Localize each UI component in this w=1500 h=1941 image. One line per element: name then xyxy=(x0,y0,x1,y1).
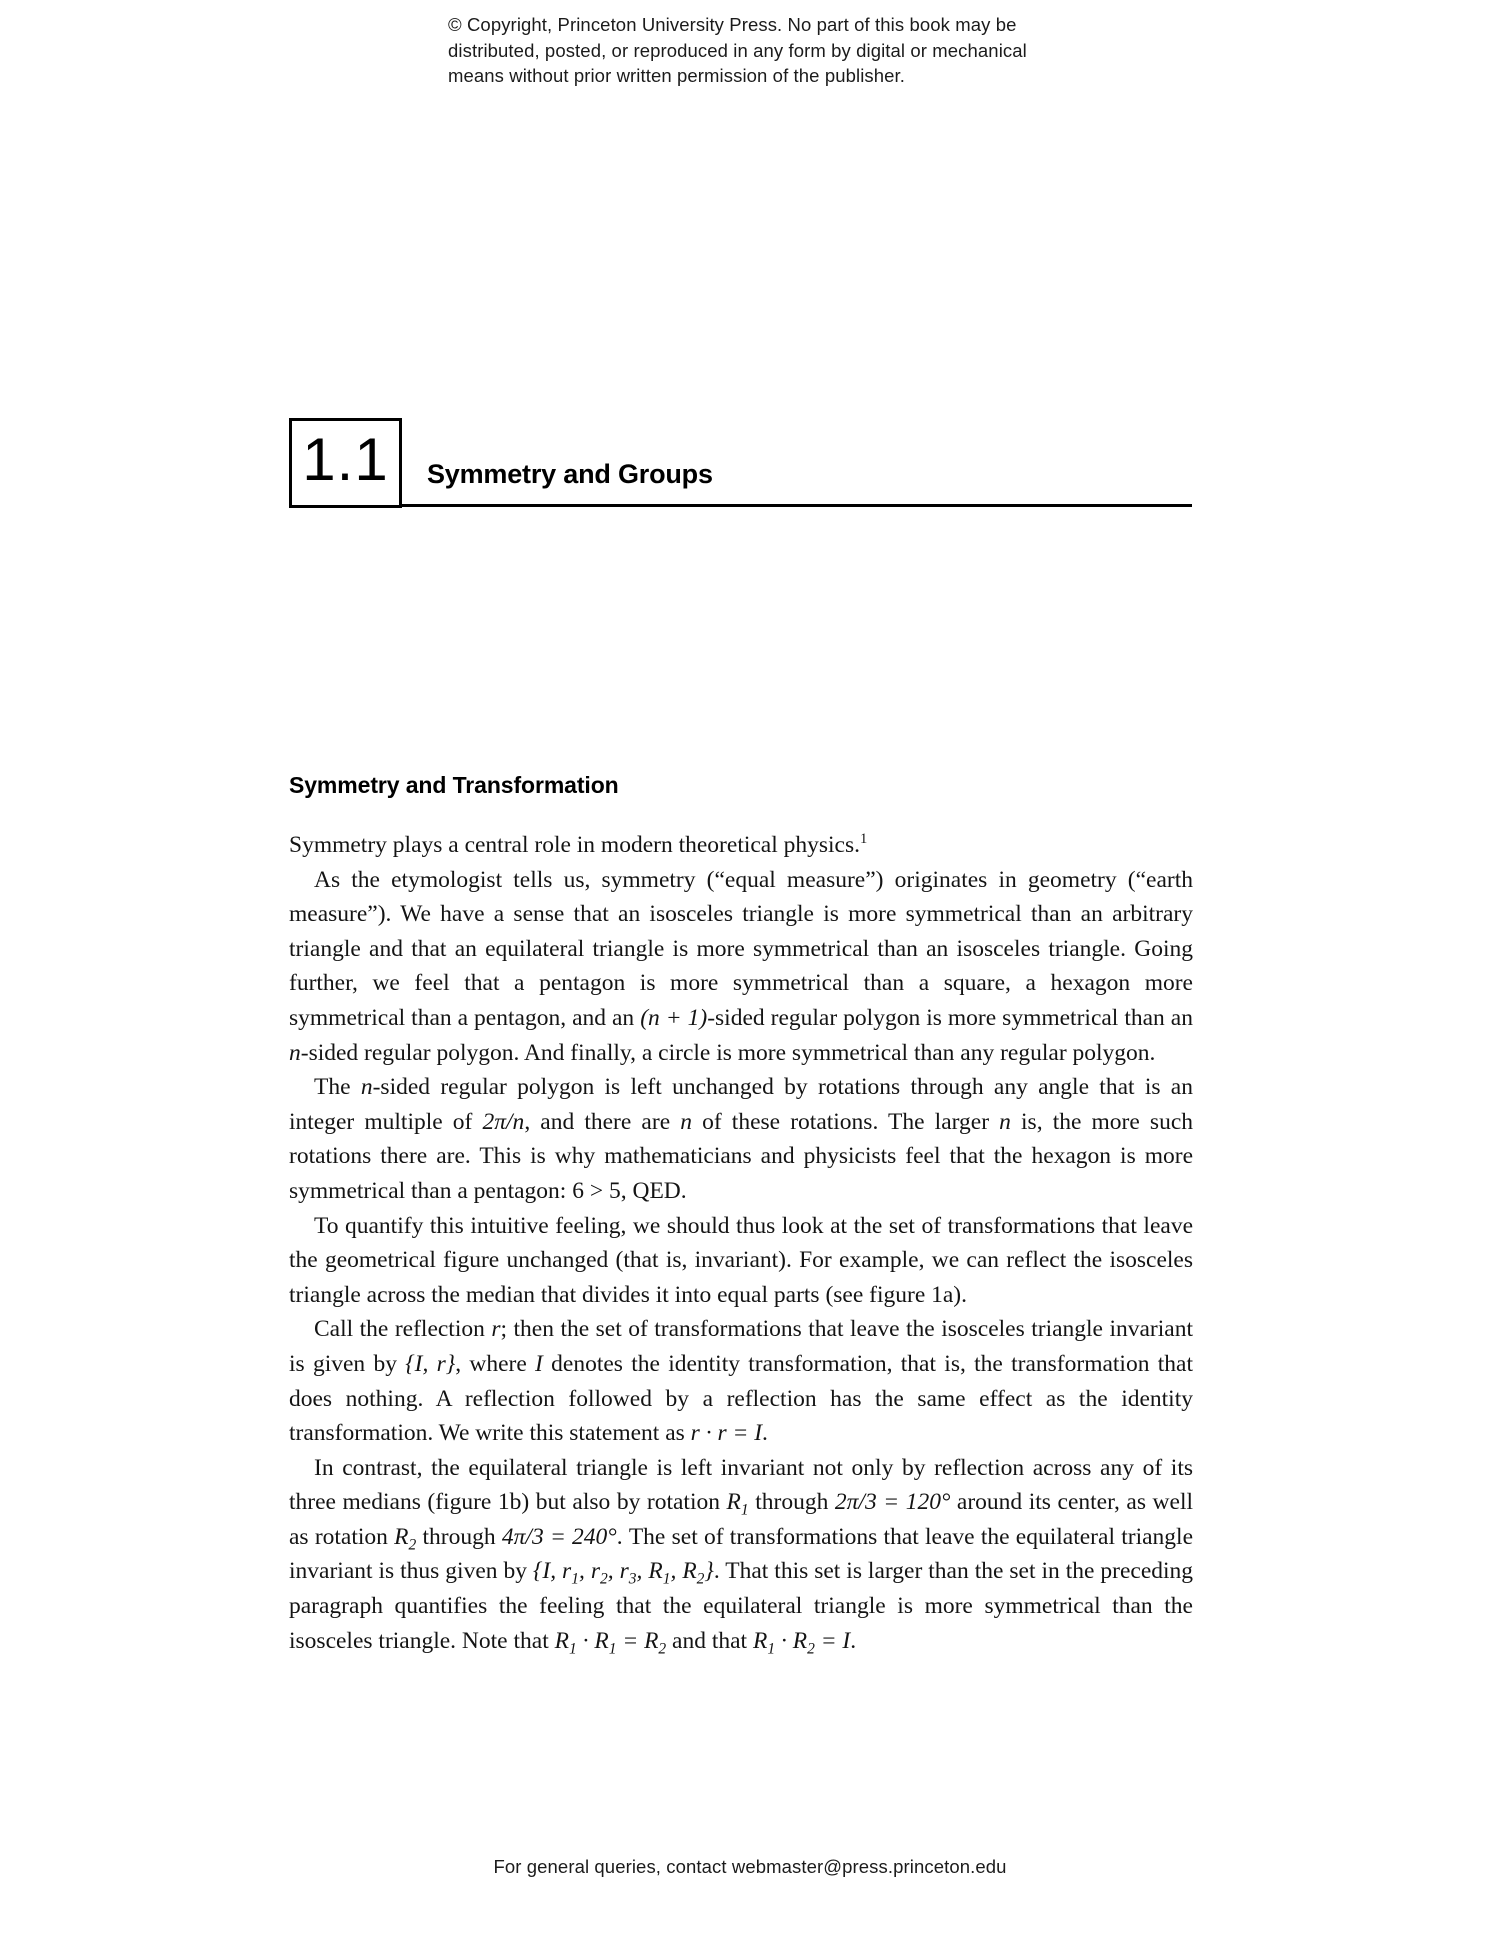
math-R1-dot-R1-equals-R2: $R_1 \cdot R_1 = R_2$ xyxy=(554,1627,667,1658)
paragraph-2-text-a: As the etymologist tells us, symmetry (“equal measure”) originates in geometry (“earth measure”). We have a sense that an isosceles triangle is more symmetrical than an arbitrary triangle and that an equilateral triangle is more symmetrical than an isosceles triangle. Going further, we feel that a pentagon is more symmetrical than a square, a hexagon more symmetrical than a pentagon, and an xyxy=(289,866,1193,1031)
copyright-line-2: distributed, posted, or reproduced in any form by digital or mechanical xyxy=(448,39,1027,61)
paragraph-6-text-f: . That this set is larger than the set in the preceding paragraph quantifies the feeling that the equilateral triangle is more symmetrical than the isosceles triangle. Note that xyxy=(289,1558,1194,1654)
math-two-pi-over-three: 2π/3 = 120° xyxy=(834,1489,951,1516)
paragraph-6 xyxy=(289,1451,1193,1659)
chapter-number-box xyxy=(289,418,402,508)
math-two-pi-over-n: 2π/n xyxy=(482,1108,525,1135)
math-n-plus-1: (n + 1) xyxy=(640,1004,708,1031)
math-R1-dot-R2-equals-I: $R_1 \cdot R_2 = I$ xyxy=(752,1627,851,1658)
copyright-line-3: means without prior written permission of the publisher. xyxy=(448,65,906,86)
math-identity-I: I xyxy=(535,1350,543,1377)
math-R2-a: $R_2$ xyxy=(394,1523,417,1554)
paragraph-4-text: To quantify this intuitive feeling, we should thus look at the set of transformations that leave the geometrical figure unchanged (that is, invariant). For example, we can reflect the isosceles triangle across the median that divides it into equal parts (see figure 1a). xyxy=(289,1212,1193,1308)
paragraph-6-text-c: around its center, as well as rotation xyxy=(289,1489,1194,1550)
paragraph-6-text-b: through xyxy=(748,1489,835,1516)
math-r: r xyxy=(491,1316,501,1343)
section-heading: Symmetry and Transformation xyxy=(289,772,619,798)
math-R1-a: $R_1$ xyxy=(726,1489,749,1519)
math-n-b: n xyxy=(360,1074,373,1101)
chapter-title: Symmetry and Groups xyxy=(427,459,713,489)
paragraph-3-text-d: of these rotations. The larger xyxy=(692,1108,1000,1135)
paragraph-3-text-a: The xyxy=(314,1074,361,1101)
paragraph-3 xyxy=(289,1070,1193,1208)
paragraph-5 xyxy=(289,1312,1193,1450)
copyright-notice xyxy=(448,12,1058,89)
paragraph-1-text: Symmetry plays a central role in modern theoretical physics. xyxy=(289,832,861,858)
paragraph-2 xyxy=(289,863,1193,1071)
paragraph-5-text-e: . xyxy=(762,1420,768,1447)
chapter-header xyxy=(289,418,1192,510)
paragraph-5-text-b: ; then the set of transformations that leave the isosceles triangle invariant is given by xyxy=(289,1316,1193,1377)
body-text xyxy=(289,828,1193,1658)
paragraph-2-text-b: -sided regular polygon is more symmetrical than an xyxy=(707,1004,1193,1031)
paragraph-6-text-a: In contrast, the equilateral triangle is left invariant not only by reflection across any of its three medians (figure 1b) but also by rotation xyxy=(289,1454,1193,1516)
math-four-pi-over-three: 4π/3 = 240° xyxy=(501,1523,617,1550)
chapter-header-rule xyxy=(402,504,1192,507)
paragraph-3-text-b: -sided regular polygon is left unchanged by rotations through any angle that is an integer multiple of xyxy=(289,1074,1193,1135)
footnote-marker-1: 1 xyxy=(860,831,868,848)
paragraph-5-text-c: , where xyxy=(455,1350,536,1377)
paragraph-4 xyxy=(289,1209,1193,1313)
paragraph-2-text-c: -sided regular polygon. And finally, a circle is more symmetrical than any regular polygon. xyxy=(300,1039,1156,1066)
chapter-number: 1.1 xyxy=(302,426,389,493)
math-n-c: n xyxy=(680,1108,692,1135)
math-set-I-r: {I, r} xyxy=(405,1350,456,1377)
paragraph-3-text-c: , and there are xyxy=(524,1108,681,1135)
math-n-a: n xyxy=(289,1039,301,1066)
paragraph-6-text-d: through xyxy=(416,1523,502,1550)
paragraph-6-text-g: and that xyxy=(666,1627,753,1654)
paragraph-5-text-a: Call the reflection xyxy=(314,1316,492,1343)
paragraph-1 xyxy=(289,828,1193,863)
math-n-d: n xyxy=(999,1108,1011,1135)
math-r-dot-r-equals-I: r · r = I xyxy=(690,1420,763,1447)
footer-notice: For general queries, contact webmaster@press.princeton.edu xyxy=(493,1856,1007,1877)
paragraph-5-text-d: denotes the identity transformation, that is, the transformation that does nothing. A reflection followed by a reflection has the same effect as the identity transformation. We write this statement as xyxy=(289,1350,1193,1447)
paragraph-6-text-e: . The set of transformations that leave the equilateral triangle invariant is thus given by xyxy=(289,1523,1193,1585)
copyright-line-1: © Copyright, Princeton University Press. No part of this book may be xyxy=(448,14,1017,35)
math-set-six-elements: {I, $r_1$, $r_2$, $r_3$, $R_1$, $R_2$} xyxy=(532,1558,714,1589)
paragraph-3-text-e: is, the more such rotations there are. This is why mathematicians and physicists feel that the hexagon is more symmetrical than a pentagon: 6 > 5, QED. xyxy=(289,1108,1193,1204)
paragraph-6-text-h: . xyxy=(850,1627,857,1654)
